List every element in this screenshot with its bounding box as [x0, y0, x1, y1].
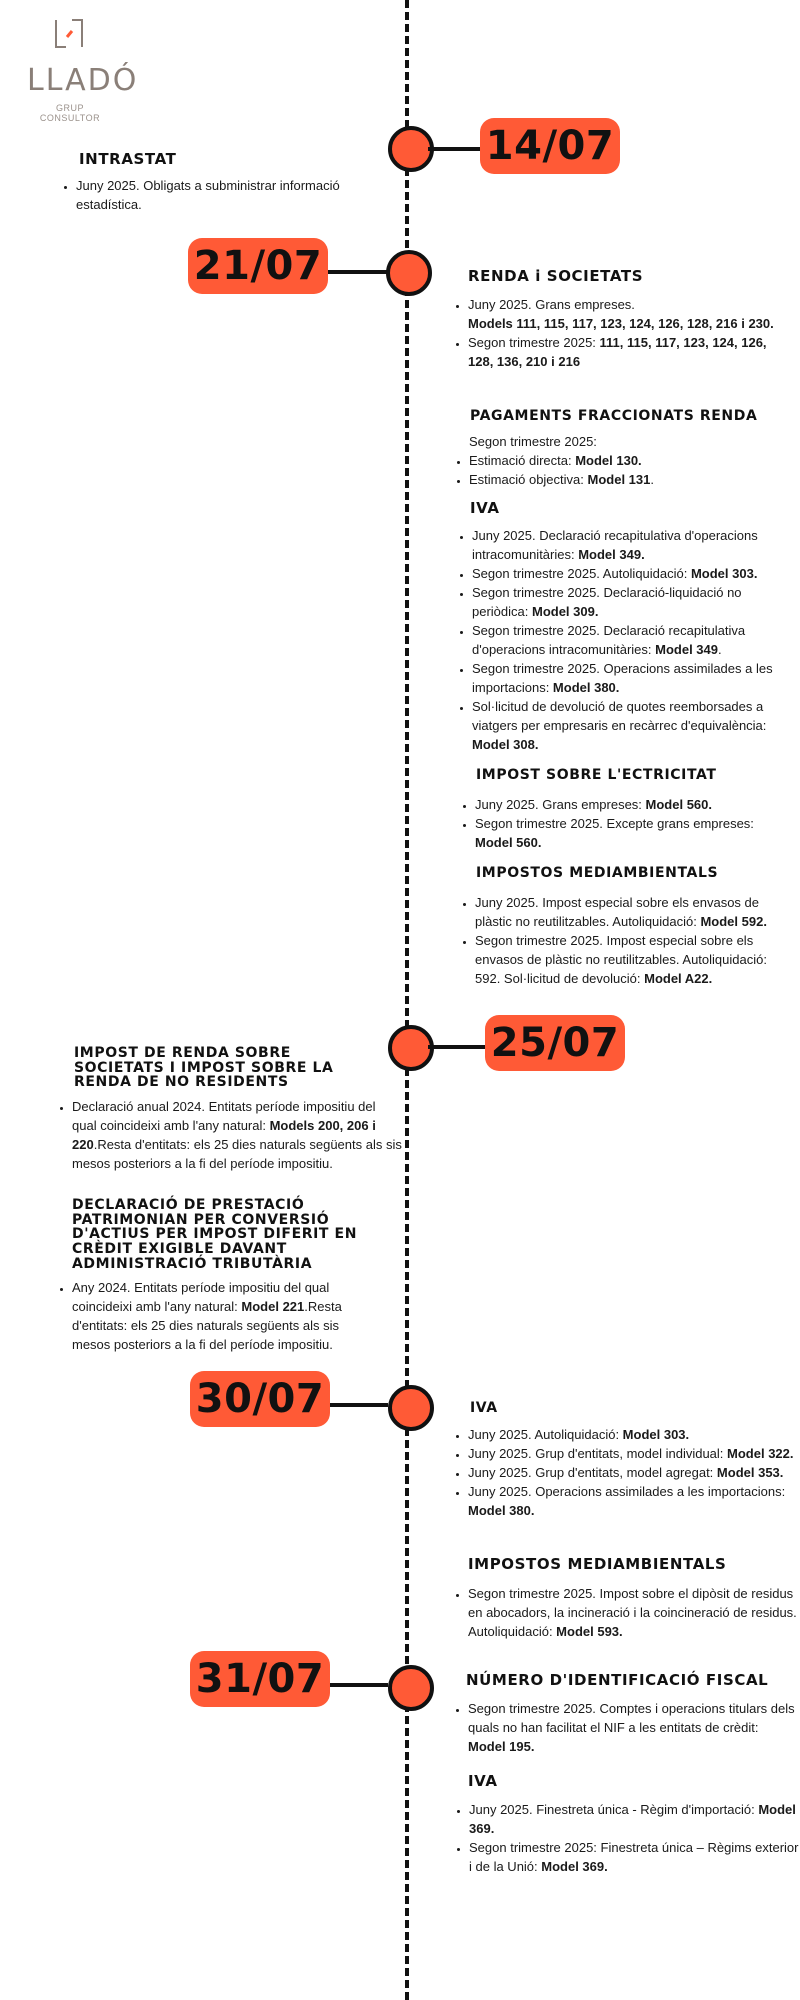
- list-item: • Juny 2025. Grans empreses: Model 560.: [475, 795, 790, 814]
- section-intro: Segon trimestre 2025:: [469, 434, 597, 449]
- list-item: • Segon trimestre 2025. Impost especial sobre els envasos de plàstic no reutilitzables. Autoliquidació: 592. Sol·licitud de devolució: Model A22.: [475, 931, 795, 988]
- timeline-connector: [330, 1683, 388, 1687]
- list-item: • Segon trimestre 2025. Operacions assimilades a les importacions: Model 380.: [472, 659, 788, 697]
- section-list: [461, 795, 790, 852]
- list-item: • Juny 2025. Operacions assimilades a les importacions: Model 380.: [468, 1482, 800, 1520]
- section-list: [454, 1425, 800, 1520]
- date-badge: 30/07: [190, 1371, 330, 1427]
- list-item: • Juny 2025. Grup d'entitats, model individual: Model 322.: [468, 1444, 800, 1463]
- list-item: • Juny 2025. Impost especial sobre els envasos de plàstic no reutilitzables. Autoliquidació: Model 592.: [475, 893, 795, 931]
- section-title: NÚMERO D'IDENTIFICACIÓ FISCAL: [466, 1671, 769, 1689]
- list-item: • Segon trimestre 2025. Autoliquidació: Model 303.: [472, 564, 788, 583]
- list-item: • Sol·licitud de devolució de quotes reemborsades a viatgers per empresaris en recàrrec d'equivalència: Model 308.: [472, 697, 788, 754]
- list-item: • Segon trimestre 2025: 111, 115, 117, 123, 124, 126, 128, 136, 210 i 216: [468, 333, 793, 371]
- section-title: IVA: [470, 499, 500, 517]
- list-item: • Juny 2025. Declaració recapitulativa d'operacions intracomunitàries: Model 349.: [472, 526, 788, 564]
- section-title: IVA: [470, 1400, 498, 1416]
- section-list: [58, 1278, 372, 1354]
- date-badge: 14/07: [480, 118, 620, 174]
- list-item: • Juny 2025. Autoliquidació: Model 303.: [468, 1425, 800, 1444]
- timeline-connector: [428, 1045, 486, 1049]
- section-title: RENDA i SOCIETATS: [468, 267, 644, 285]
- timeline-node: [388, 1665, 434, 1711]
- section-list: [62, 176, 376, 214]
- section-title: IMPOSTOS MEDIAMBIENTALS: [468, 1555, 727, 1573]
- list-item: • Segon trimestre 2025. Excepte grans empreses: Model 560.: [475, 814, 790, 852]
- date-badge: 25/07: [485, 1015, 625, 1071]
- section-list: [461, 893, 795, 988]
- section-title: IVA: [468, 1772, 498, 1790]
- logo-name: LLADÓ: [27, 63, 139, 98]
- section-list: [454, 295, 793, 371]
- section-list: [455, 451, 789, 489]
- section-title: IMPOSTOS MEDIAMBIENTALS: [476, 865, 719, 881]
- list-item: • Juny 2025. Grans empreses. Models 111, 115, 117, 123, 124, 126, 128, 216 i 230.: [468, 295, 793, 333]
- list-item: • Segon trimestre 2025. Comptes i operacions titulars dels quals no han facilitat el NIF a les entitats de crèdit: Model 195.: [468, 1699, 798, 1756]
- section-list: [458, 526, 788, 754]
- section-title: DECLARACIÓ DE PRESTACIÓ PATRIMONIAN PER CONVERSIÓ D'ACTIUS PER IMPOST DIFERIT EN CRÈDIT EXIGIBLE DAVANT ADMINISTRACIÓ TRIBUTÀRIA: [72, 1197, 358, 1272]
- section-title: IMPOST SOBRE L'ECTRICITAT: [476, 767, 717, 783]
- list-item: • Any 2024. Entitats període impositiu del qual coincideixi amb l'any natural: Model 221.Resta d'entitats: els 25 dies naturals següents als sis mesos posteriors a la fi del període impositiu.: [72, 1278, 372, 1354]
- list-item: • Segon trimestre 2025. Impost sobre el dipòsit de residus en abocadors, la incineració i la coincineració de residus. Autoliquidació: Model 593.: [468, 1584, 800, 1641]
- section-title: IMPOST DE RENDA SOBRE SOCIETATS I IMPOST SOBRE LA RENDA DE NO RESIDENTS: [74, 1045, 334, 1091]
- date-badge: 31/07: [190, 1651, 330, 1707]
- timeline-node: [386, 250, 432, 296]
- list-item: • Juny 2025. Obligats a subministrar informació estadística.: [76, 176, 376, 214]
- section-list: [454, 1584, 800, 1641]
- section-list: [454, 1699, 798, 1756]
- list-item: • Estimació directa: Model 130.: [469, 451, 789, 470]
- logo-subtitle: GRUP CONSULTOR: [39, 103, 101, 123]
- timeline-connector: [328, 270, 388, 274]
- section-list: [58, 1097, 402, 1173]
- list-item: • Juny 2025. Finestreta única - Règim d'importació: Model 369.: [469, 1800, 799, 1838]
- list-item: • Segon trimestre 2025: Finestreta única – Règims exterior i de la Unió: Model 369.: [469, 1838, 799, 1876]
- timeline-node: [388, 1385, 434, 1431]
- section-title: PAGAMENTS FRACCIONATS RENDA: [470, 408, 758, 424]
- list-item: • Declaració anual 2024. Entitats període impositiu del qual coincideixi amb l'any natural: Models 200, 206 i 220.Resta d'entitats: els 25 dies naturals següents als sis mesos posteriors a la fi del període impositiu.: [72, 1097, 402, 1173]
- list-item: • Segon trimestre 2025. Declaració recapitulativa d'operacions intracomunitàries: Model 349.: [472, 621, 788, 659]
- date-badge: 21/07: [188, 238, 328, 294]
- timeline-connector: [428, 147, 480, 151]
- list-item: • Estimació objectiva: Model 131.: [469, 470, 789, 489]
- timeline-connector: [330, 1403, 388, 1407]
- list-item: • Segon trimestre 2025. Declaració-liquidació no periòdica: Model 309.: [472, 583, 788, 621]
- section-list: [455, 1800, 799, 1876]
- section-title: INTRASTAT: [79, 150, 177, 168]
- list-item: • Juny 2025. Grup d'entitats, model agregat: Model 353.: [468, 1463, 800, 1482]
- logo-mark-icon: [53, 18, 85, 50]
